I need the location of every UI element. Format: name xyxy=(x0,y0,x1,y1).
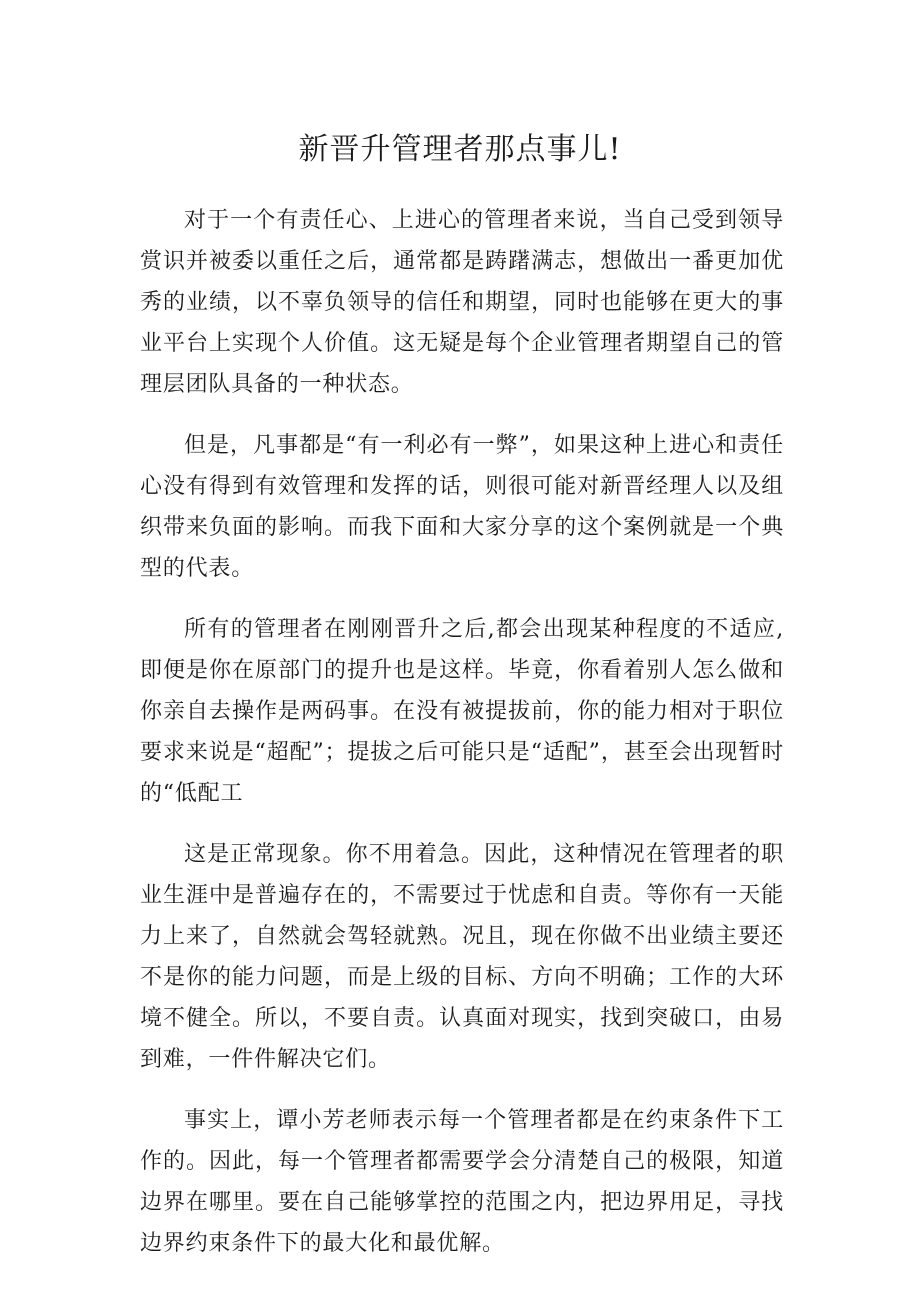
document-body xyxy=(140,200,784,1284)
paragraph-4: 这是正常现象。你不用着急。因此，这种情况在管理者的职业生涯中是普遍存在的，不需要过于忧虑和自责。等你有一天能力上来了，自然就会驾轻就熟。况且，现在你做不出业绩主要还不是你的能力问题，而是上级的目标、方向不明确；工作的大环境不健全。所以，不要自责。认真面对现实，找到突破口，由易到难，一件件解决它们。 xyxy=(140,842,784,1072)
paragraph-1: 对于一个有责任心、上进心的管理者来说，当自己受到领导赏识并被委以重任之后，通常都是踌躇满志，想做出一番更加优秀的业绩，以不辜负领导的信任和期望，同时也能够在更大的事业平台上实现个人价值。这无疑是每个企业管理者期望自己的管理层团队具备的一种状态。 xyxy=(140,208,784,397)
document-title: 新晋升管理者那点事儿! xyxy=(298,132,622,167)
paragraph-3: 所有的管理者在刚刚晋升之后,都会出现某种程度的不适应,即便是你在原部门的提升也是这样。毕竟，你看着别人怎么做和你亲自去操作是两码事。在没有被提拔前，你的能力相对于职位要求来说是“超配”；提拔之后可能只是“适配”，甚至会出现暂时的“低配工 xyxy=(140,617,784,806)
paragraph-2: 但是，凡事都是“有一利必有一弊”，如果这种上进心和责任心没有得到有效管理和发挥的话，则很可能对新晋经理人以及组织带来负面的影响。而我下面和大家分享的这个案例就是一个典型的代表。 xyxy=(140,433,784,581)
paragraph-5: 事实上，谭小芳老师表示每一个管理者都是在约束条件下工作的。因此，每一个管理者都需要学会分清楚自己的极限，知道边界在哪里。要在自己能够掌控的范围之内，把边界用足，寻找边界约束条件下的最大化和最优解。 xyxy=(140,1108,784,1256)
